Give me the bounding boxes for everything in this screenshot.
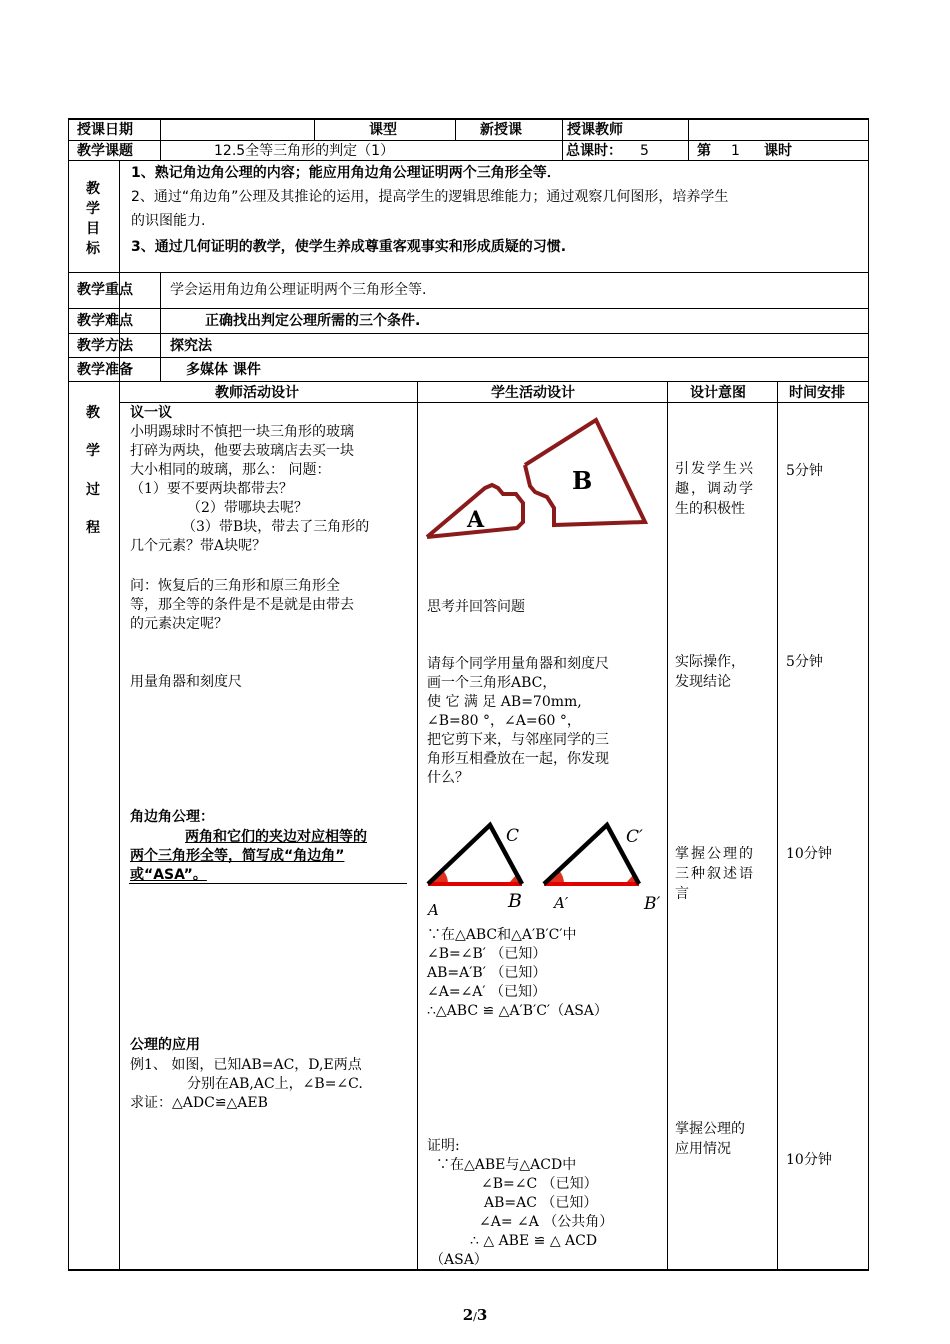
topic-label: 教学课题 xyxy=(77,143,133,159)
method-value: 探究法 xyxy=(170,338,212,354)
page-number: 2/3 xyxy=(462,1306,488,1324)
vertex-c: C xyxy=(506,826,520,846)
goal-2: 2、通过“角边角”公理及其推论的运用，提高学生的逻辑思维能力；通过观察几何图形，培养学生 xyxy=(131,189,729,205)
total-hours-value: 5 xyxy=(640,143,649,159)
triangle-a1b1c1 xyxy=(544,825,639,884)
teacher-label: 授课教师 xyxy=(567,122,623,138)
type-value: 新授课 xyxy=(480,122,522,138)
col-intent-header: 设计意图 xyxy=(690,385,746,401)
col-student-header: 学生活动设计 xyxy=(491,385,575,401)
key-point-value: 学会运用角边角公理证明两个三角形全等. xyxy=(170,282,427,298)
lesson-number: 1 xyxy=(731,143,740,159)
total-hours-label: 总课时： xyxy=(566,143,622,159)
vertex-b: B xyxy=(508,890,522,912)
vertex-c-prime: C′ xyxy=(626,827,643,847)
application-title: 公理的应用 xyxy=(130,1037,200,1053)
goal-2-cont: 的识图能力. xyxy=(131,213,206,229)
time-2: 5分钟 xyxy=(786,654,823,670)
piece-b-label: B xyxy=(572,466,593,495)
vertex-a: A xyxy=(428,901,439,919)
key-point-label: 教学重点 xyxy=(77,282,133,298)
broken-glass-figure xyxy=(420,410,665,550)
difficulty-label: 教学难点 xyxy=(77,313,133,329)
col-time-header: 时间安排 xyxy=(789,385,845,401)
goal-1: 1、熟记角边角公理的内容；能应用角边角公理证明两个三角形全等． xyxy=(131,165,561,181)
time-1: 5分钟 xyxy=(786,463,823,479)
topic-value: 12.5全等三角形的判定（1） xyxy=(214,143,395,159)
lesson-label-2: 课时 xyxy=(764,143,792,159)
discuss-title: 议一议 xyxy=(130,405,172,421)
student-think: 思考并回答问题 xyxy=(427,599,525,615)
time-3: 10分钟 xyxy=(786,846,832,862)
piece-a-label: A xyxy=(467,507,485,533)
type-label: 课型 xyxy=(369,122,397,138)
method-label: 教学方法 xyxy=(77,338,133,354)
date-label: 授课日期 xyxy=(77,122,133,138)
vertex-b-prime: B′ xyxy=(644,894,661,914)
col-teacher-header: 教师活动设计 xyxy=(215,385,299,401)
time-4: 10分钟 xyxy=(786,1152,832,1168)
tools-text: 用量角器和刻度尺 xyxy=(130,674,242,690)
asa-triangles-figure xyxy=(420,815,665,920)
prep-label: 教学准备 xyxy=(77,362,133,378)
prep-value: 多媒体 课件 xyxy=(186,362,261,378)
lesson-label-1: 第 xyxy=(697,143,711,159)
difficulty-value: 正确找出判定公理所需的三个条件. xyxy=(205,313,421,329)
goal-3: 3、通过几何证明的教学，使学生养成尊重客观事实和形成质疑的习惯. xyxy=(131,239,567,255)
asa-title: 角边角公理： xyxy=(130,809,214,825)
vertex-a-prime: A′ xyxy=(554,894,569,912)
